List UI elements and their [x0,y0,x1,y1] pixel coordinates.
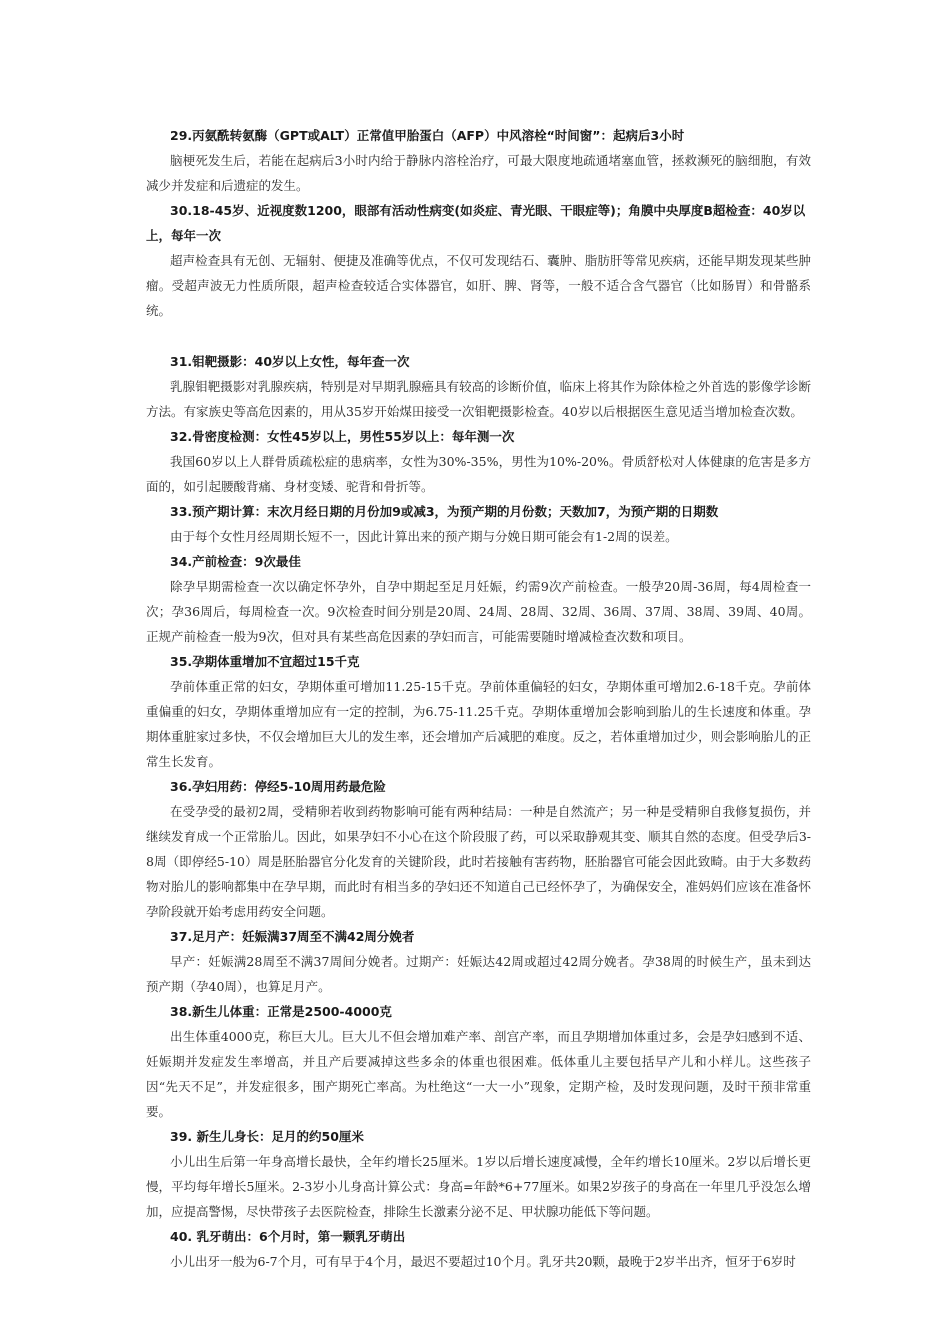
section-heading-35: 35.孕期体重增加不宜超过15千克 [170,654,360,669]
section-heading-38: 38.新生儿体重：正常是2500-4000克 [170,1004,392,1019]
section-body-36: 在受孕受的最初2周，受精卵若收到药物影响可能有两种结局：一种是自然流产；另一种是受精卵自我修复损伤，并继续发育成一个正常胎儿。因此，如果孕妇不小心在这个阶段服了药，可以采取静观其变、顺其自然的态度。但受孕后3-8周（即停经5-10）周是胚胎器官分化发育的关键阶段，此时若接触有害药物，胚胎器官可能会因此致畸。由于大多数药物对胎儿的影响都集中在孕早期，而此时有相当多的孕妇还不知道自己已经怀孕了，为确保安全，准妈妈们应该在准备怀孕阶段就开始考虑用药安全问题。 [146,804,811,919]
section-heading-39: 39. 新生儿身长：足月的约50厘米 [170,1129,364,1144]
section-body-39: 小儿出生后第一年身高增长最快，全年约增长25厘米。1岁以后增长速度减慢，全年约增长10厘米。2岁以后增长更慢，平均每年增长5厘米。2-3岁小儿身高计算公式：身高=年龄*6+77厘米。如果2岁孩子的身高在一年里几乎没怎么增加，应提高警惕，尽快带孩子去医院检查，排除生长激素分泌不足、甲状腺功能低下等问题。 [146,1154,811,1219]
section-heading-31: 31.钼靶摄影：40岁以上女性，每年查一次 [170,354,410,369]
section-body-32: 我国60岁以上人群骨质疏松症的患病率，女性为30%-35%，男性为10%-20%。骨质舒松对人体健康的危害是多方面的，如引起腰酸背痛、身材变矮、驼背和骨折等。 [146,454,811,494]
section-heading-29: 29.丙氨酰转氨酶（GPT或ALT）正常值甲胎蛋白（AFP）中风溶栓“时间窗”：起病后3小时 [170,128,685,143]
section-heading-32: 32.骨密度检测：女性45岁以上，男性55岁以上：每年测一次 [170,429,515,444]
section-heading-37: 37.足月产：妊娠满37周至不满42周分娩者 [170,929,415,944]
section-body-35: 孕前体重正常的妇女，孕期体重可增加11.25-15千克。孕前体重偏轻的妇女，孕期体重可增加2.6-18千克。孕前体重偏重的妇女，孕期体重增加应有一定的控制，为6.75-11.25千克。孕期体重增加会影响到胎儿的生长速度和体重。孕期体重脏家过多快，不仅会增加巨大儿的发生率，还会增加产后减肥的难度。反之，若体重增加过少，则会影响胎儿的正常生长发育。 [146,679,811,769]
section-heading-33: 33.预产期计算：末次月经日期的月份加9或减3，为预产期的月份数；天数加7，为预产期的日期数 [170,504,719,519]
section-body-37: 早产：妊娠满28周至不满37周间分娩者。过期产：妊娠达42周或超过42周分娩者。孕38周的时候生产，虽未到达预产期（孕40周），也算足月产。 [146,954,811,994]
section-heading-36: 36.孕妇用药：停经5-10周用药最危险 [170,779,386,794]
section-heading-34: 34.产前检查：9次最佳 [170,554,301,569]
section-body-30: 超声检查具有无创、无辐射、便捷及准确等优点，不仅可发现结石、囊肿、脂肪肝等常见疾病，还能早期发现某些肿瘤。受超声波无力性质所限，超声检查较适合实体器官，如肝、脾、肾等，一般不适合含气器官（比如肠胃）和骨骼系统。 [146,253,811,318]
blank-line [146,323,811,349]
section-body-29: 脑梗死发生后，若能在起病后3小时内给于静脉内溶栓治疗，可最大限度地疏通堵塞血管，拯救濒死的脑细胞，有效减少并发症和后遗症的发生。 [146,153,811,193]
section-body-31: 乳腺钼靶摄影对乳腺疾病，特别是对早期乳腺癌具有较高的诊断价值，临床上将其作为除体检之外首选的影像学诊断方法。有家族史等高危因素的，用从35岁开始煤田接受一次钼靶摄影检查。40岁以后根据医生意见适当增加检查次数。 [146,379,811,419]
section-body-34: 除孕早期需检查一次以确定怀孕外，自孕中期起至足月妊娠，约需9次产前检查。一般孕20周-36周，每4周检查一次；孕36周后，每周检查一次。9次检查时间分别是20周、24周、28周、32周、36周、37周、38周、39周、40周。正规产前检查一般为9次，但对具有某些高危因素的孕妇而言，可能需要随时增减检查次数和项目。 [146,579,811,644]
section-body-33: 由于每个女性月经周期长短不一，因此计算出来的预产期与分娩日期可能会有1-2周的误差。 [170,529,678,544]
section-body-38: 出生体重4000克，称巨大儿。巨大儿不但会增加难产率、剖宫产率，而且孕期增加体重过多，会是孕妇感到不适、妊娠期并发症发生率增高，并且产后要减掉这些多余的体重也很困难。低体重儿主要包括早产儿和小样儿。这些孩子因“先天不足”，并发症很多，围产期死亡率高。为杜绝这“一大一小”现象，定期产检，及时发现问题，及时干预非常重要。 [146,1029,811,1119]
section-heading-30: 30.18-45岁、近视度数1200，眼部有活动性病变(如炎症、青光眼、干眼症等)；角膜中央厚度B超检查：40岁以上，每年一次 [146,203,806,243]
section-heading-40: 40. 乳牙萌出：6个月时，第一颗乳牙萌出 [170,1229,406,1244]
section-body-40: 小儿出牙一般为6-7个月，可有早于4个月，最迟不要超过10个月。乳牙共20颗，最晚于2岁半出齐，恒牙于6岁时 [170,1254,796,1269]
document-content [146,123,811,1274]
